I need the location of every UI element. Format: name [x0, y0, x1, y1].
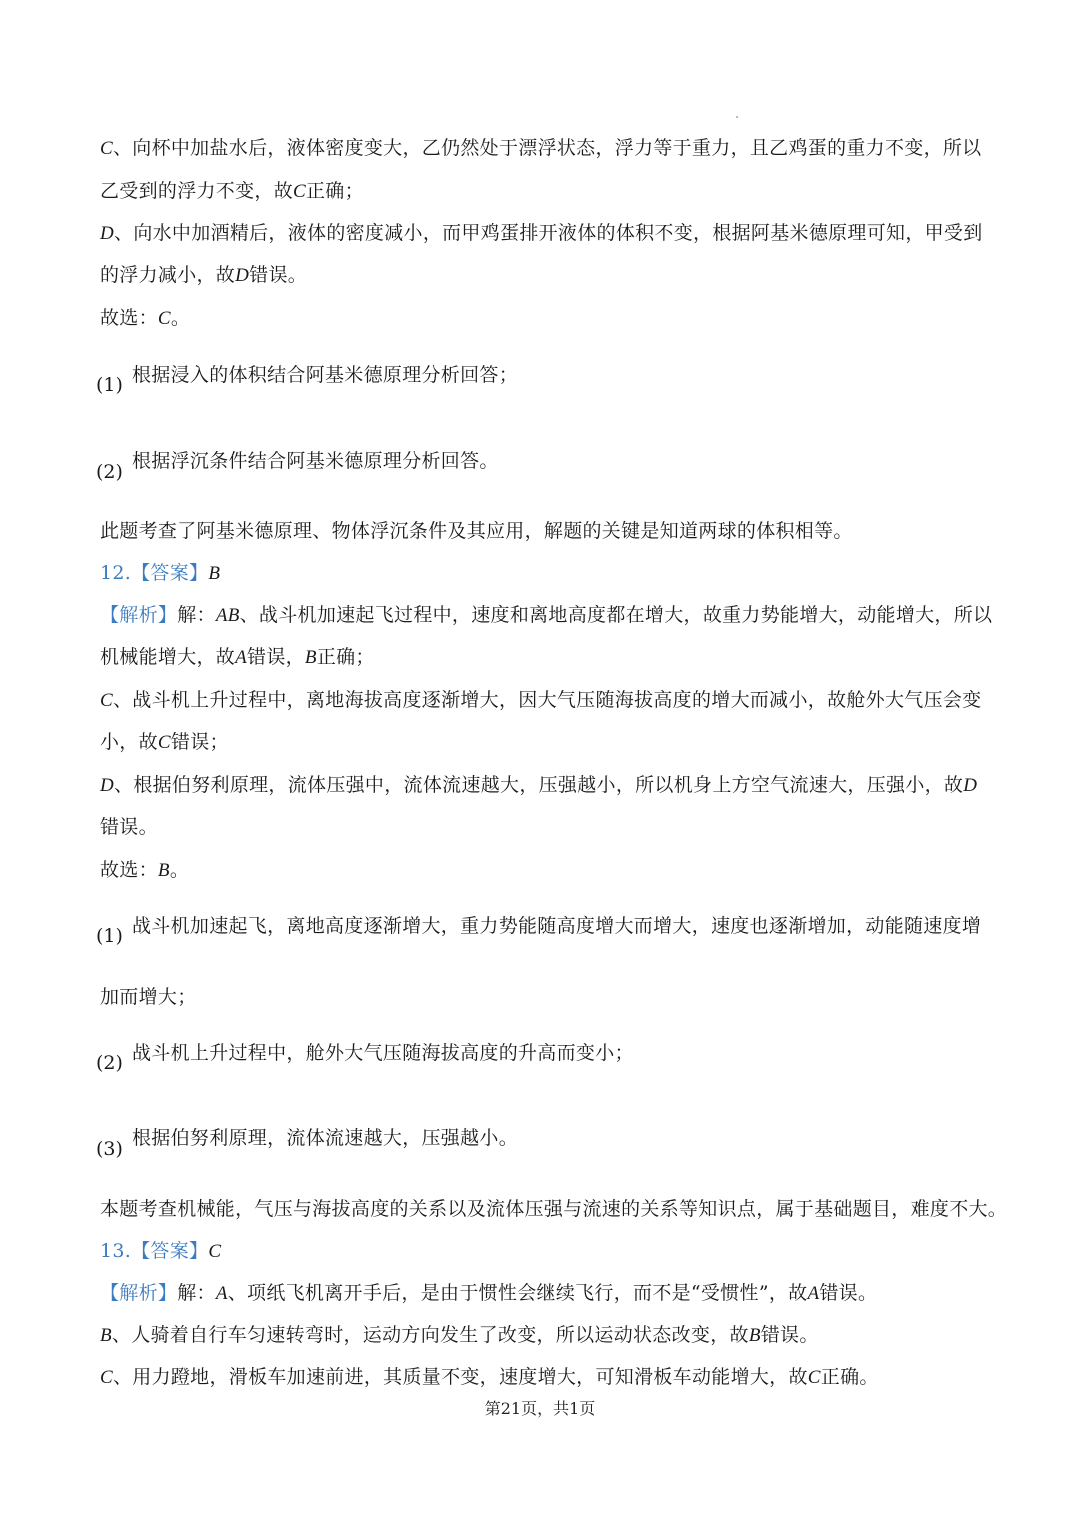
- page-footer: 第21页，共1页: [484, 1399, 596, 1418]
- q12-answer: 12.【答案】B: [100, 562, 221, 584]
- q12-point1-text-line1: 战斗机加速起飞，离地高度逐渐增大，重力势能随高度增大而增大，速度也逐渐增加，动能随速度增: [132, 915, 982, 937]
- q11-point2-number: (2): [96, 461, 123, 483]
- q12-point3-text: 根据伯努利原理，流体流速越大，压强越小。: [132, 1127, 519, 1149]
- q13-answer: 13.【答案】C: [100, 1240, 222, 1262]
- q11-choice: 故选：C。: [100, 307, 191, 329]
- q11-option-c-line1: C、向杯中加盐水后，液体密度变大，乙仍然处于漂浮状态，浮力等于重力，且乙鸡蛋的重力不变，所以: [100, 137, 982, 159]
- q12-analysis-line2: 机械能增大，故A错误，B正确；: [100, 646, 375, 668]
- q11-option-c-line2: 乙受到的浮力不变，故C正确；: [100, 180, 364, 202]
- q13-option-b: B、人骑着自行车匀速转弯时，运动方向发生了改变，所以运动状态改变，故B错误。: [100, 1324, 819, 1346]
- q12-option-d-line2: 错误。: [100, 816, 158, 838]
- q12-point1-number: (1): [96, 925, 123, 947]
- q12-analysis-line1: 【解析】解：AB、战斗机加速起飞过程中，速度和离地高度都在增大，故重力势能增大，动能增大，所以: [100, 604, 993, 626]
- q13-option-c: C、用力蹬地，滑板车加速前进，其质量不变，速度增大，可知滑板车动能增大，故C正确。: [100, 1366, 879, 1388]
- q12-point2-text: 战斗机上升过程中，舱外大气压随海拔高度的升高而变小；: [132, 1042, 634, 1064]
- q11-point1-text: 根据浸入的体积结合阿基米德原理分析回答；: [132, 364, 519, 386]
- q11-option-d-line2: 的浮力减小，故D错误。: [100, 264, 308, 286]
- q12-point1-text-line2: 加而增大；: [100, 986, 197, 1008]
- q11-summary: 此题考查了阿基米德原理、物体浮沉条件及其应用，解题的关键是知道两球的体积相等。: [100, 520, 853, 542]
- q12-option-c-line2: 小，故C错误；: [100, 731, 229, 753]
- q12-summary: 本题考查机械能，气压与海拔高度的关系以及流体压强与流速的关系等知识点，属于基础题目，难度不大。: [100, 1198, 1008, 1220]
- q13-option-a: 【解析】解：A、项纸飞机离开手后，是由于惯性会继续飞行，而不是“受惯性”，故A错误。: [100, 1282, 878, 1304]
- scan-speck: [736, 116, 738, 118]
- q11-option-d-line1: D、向水中加酒精后，液体的密度减小，而甲鸡蛋排开液体的体积不变，根据阿基米德原理可知，甲受到: [100, 222, 983, 244]
- q12-point2-number: (2): [96, 1052, 123, 1074]
- q11-point1-number: (1): [96, 374, 123, 396]
- q12-option-d-line1: D、根据伯努利原理，流体压强中，流体流速越大，压强越小，所以机身上方空气流速大，压强小，故D: [100, 774, 978, 796]
- q12-option-c-line1: C、战斗机上升过程中，离地海拔高度逐渐增大，因大气压随海拔高度的增大而减小，故舱外大气压会变: [100, 689, 982, 711]
- q12-point3-number: (3): [96, 1138, 123, 1160]
- q11-point2-text: 根据浮沉条件结合阿基米德原理分析回答。: [132, 450, 499, 472]
- q12-choice: 故选：B。: [100, 859, 190, 881]
